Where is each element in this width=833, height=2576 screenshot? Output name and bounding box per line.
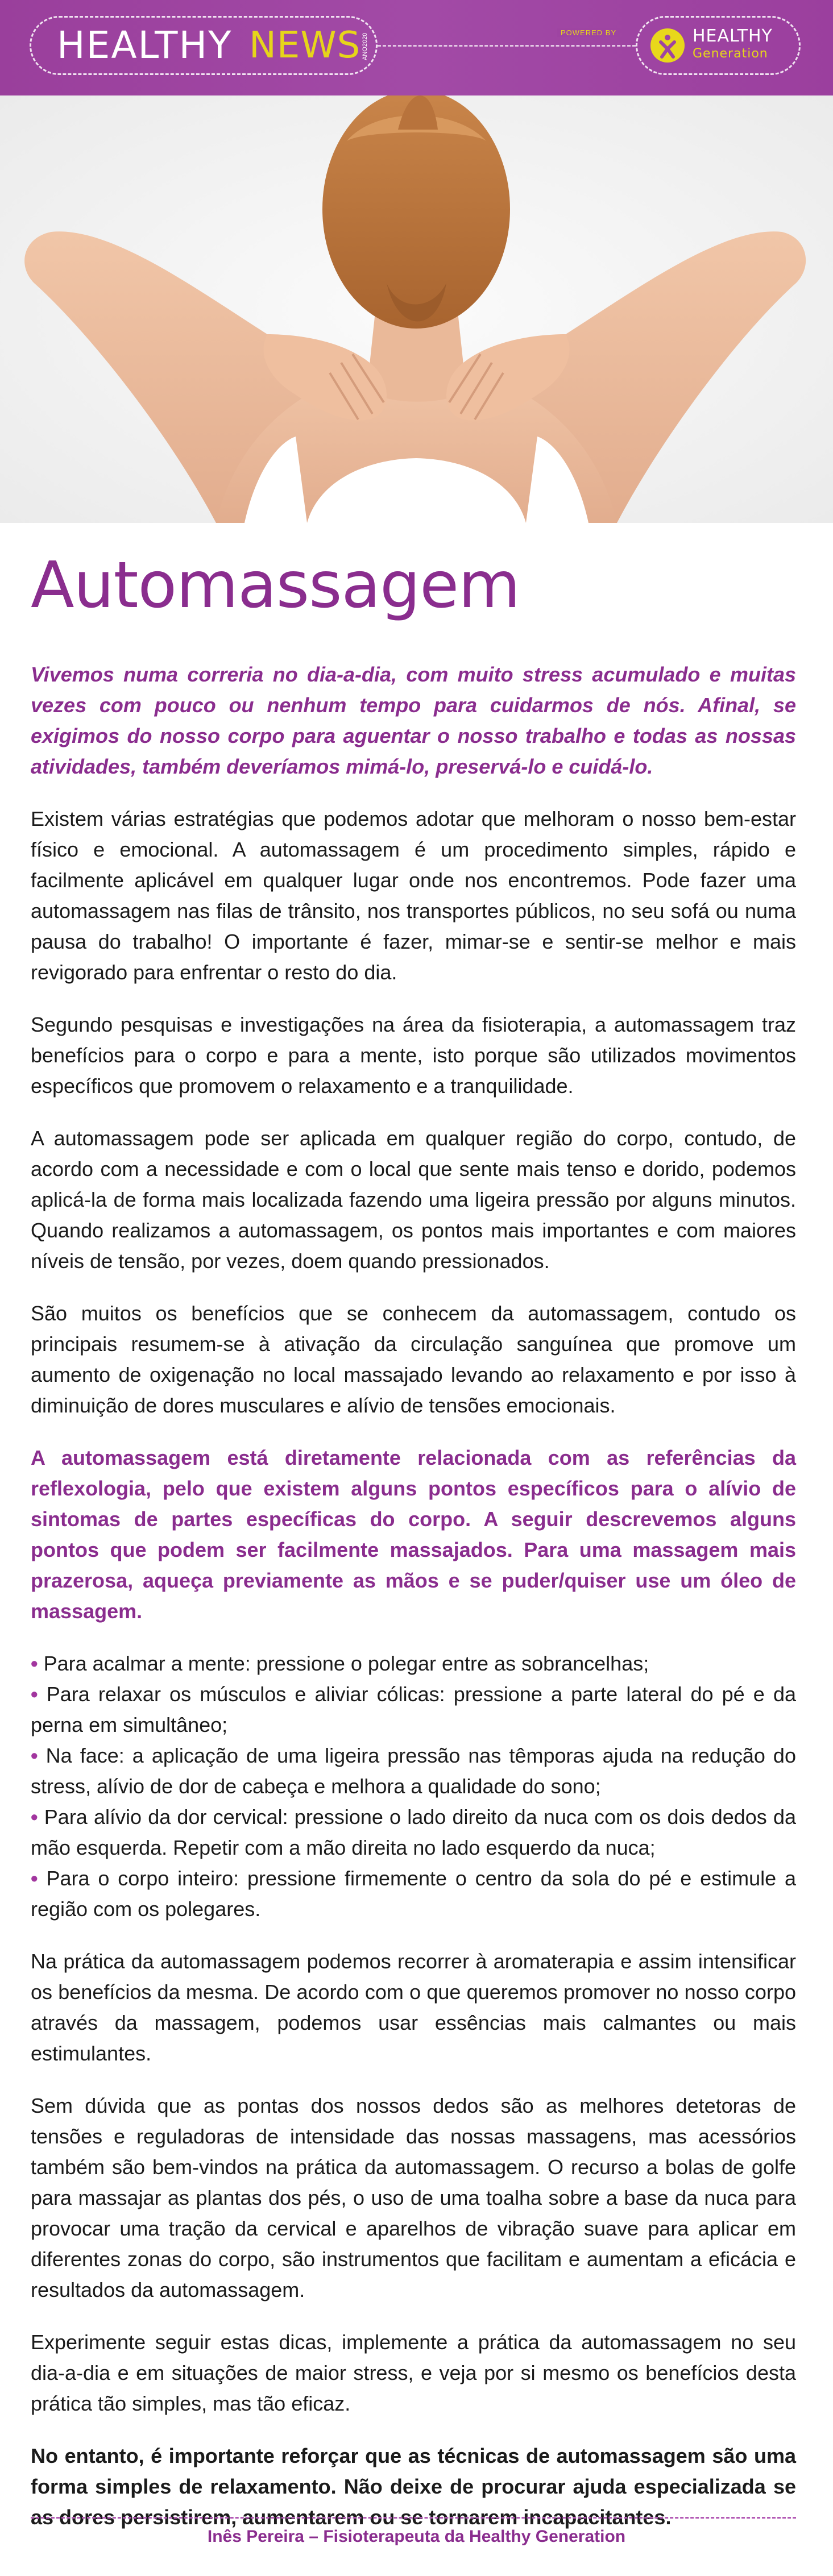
brand-healthy: HEALTHY bbox=[57, 23, 233, 67]
hero-image bbox=[0, 95, 833, 523]
list-item: • Para alívio da dor cervical: pressione o lado direito da nuca com os dois dedos da mão esquerda. Repetir com a mão direita no lado esquerdo da nuca; bbox=[31, 1805, 796, 1859]
paragraph-3: A automassagem pode ser aplicada em qualquer região do corpo, contudo, de acordo com a necessidade e com o local que sente mais tenso e dorido, podemos aplicá-la de forma mais localizada fazendo uma ligeira pressão por alguns minutos. Quando realizamos a automassagem, os pontos mais importantes e com maiores níveis de tensão, por vezes, doem quando pressionados. bbox=[31, 1127, 796, 1273]
paragraph-7: Experimente seguir estas dicas, implemente a prática da automassagem no seu dia-a-dia e em situações de maior stress, e veja por si mesmo os benefícios desta prática tão simples, mas tão eficaz. bbox=[31, 2330, 796, 2415]
footer-divider bbox=[31, 2517, 796, 2519]
tips-list bbox=[31, 1648, 796, 1925]
powered-by-label: POWERED BY bbox=[557, 28, 620, 37]
brand-year: ANO2020 bbox=[362, 32, 368, 61]
paragraph-2: Segundo pesquisas e investigações na área da fisioterapia, a automassagem traz benefícios para o corpo e para a mente, isto porque são utilizados movimentos específicos que promovem o relaxamento e a tranquilidade. bbox=[31, 1013, 796, 1098]
paragraph-1: Existem várias estratégias que podemos adotar que melhoram o nosso bem-estar físico e emocional. A automassagem é um procedimento simples, rápido e facilmente aplicável em qualquer lugar onde nos encontremos. Pode fazer uma automassagem nas filas de trânsito, nos transportes públicos, no seu sofá ou numa pausa do trabalho! O importante é fazer, mimar-se e sentir-se melhor e mais revigorado para enfrentar o resto do dia. bbox=[31, 807, 796, 984]
list-item: • Para o corpo inteiro: pressione firmemente o centro da sola do pé e estimule a região com os polegares. bbox=[31, 1867, 796, 1921]
partner-healthy: HEALTHY bbox=[693, 26, 773, 46]
reflexology-highlight: A automassagem está diretamente relacionada com as referências da reflexologia, pelo que existem alguns pontos específicos para o alívio de sintomas de partes específicas do corpo. A seguir descrevemos alguns pontos que podem ser facilmente massajados. Para uma massagem mais prazerosa, aqueça previamente as mãos e se puder/quiser use um óleo de massagem. bbox=[31, 1446, 796, 1623]
article-lead: Vivemos numa correria no dia-a-dia, com muito stress acumulado e muitas vezes com pouco ou nenhum tempo para cuidarmos de nós. Afinal, se exigimos do nosso corpo para aguentar o nosso trabalho e todas as nossas atividades, também deveríamos mimá-lo, preservá-lo e cuidá-lo. bbox=[31, 663, 796, 778]
bullet-icon: • bbox=[31, 1652, 38, 1675]
brand-news: NEWS bbox=[249, 24, 361, 67]
paragraph-6: Sem dúvida que as pontas dos nossos dedos são as melhores detetoras de tensões e reguladoras de intensidade das nossas massagens, mas acessórios também são bem-vindos na prática da automassagem. O recurso a bolas de golfe para massajar as plantas dos pés, o uso de uma toalha sobre a base da nuca para provocar uma tração da cervical e aparelhos de vibração suave para aplicar em diferentes zonas do corpo, são instrumentos que facilitam e aumentam a eficácia e resultados da automassagem. bbox=[31, 2094, 796, 2301]
paragraph-5: Na prática da automassagem podemos recorrer à aromaterapia e assim intensificar os benefícios da mesma. De acordo com o que queremos promover no nosso corpo através da massagem, podemos usar essências mais calmantes ou mais estimulantes. bbox=[31, 1950, 796, 2065]
closing-warning: No entanto, é importante reforçar que as técnicas de automassagem são uma forma simples de relaxamento. Não deixe de procurar ajuda especializada se as dores persistirem, aumentarem ou se tornarem incapacitantes. bbox=[31, 2444, 796, 2529]
header-divider bbox=[378, 45, 636, 47]
partner-generation: Generation bbox=[693, 47, 768, 61]
bullet-icon: • bbox=[31, 1682, 38, 1706]
newsletter-header bbox=[0, 0, 833, 95]
paragraph-4: São muitos os benefícios que se conhecem da automassagem, contudo os principais resumem-se à ativação da circulação sanguínea que promove um aumento de oxigenação no local massajado levando ao relaxamento e por isso à diminuição de dores musculares e alívio de tensões emocionais. bbox=[31, 1302, 796, 1417]
author-credit: Inês Pereira – Fisioterapeuta da Healthy Generation bbox=[207, 2527, 626, 2546]
woman-massaging-neck-photo bbox=[0, 95, 833, 523]
healthy-generation-logo-icon bbox=[650, 28, 685, 63]
list-item: • Para relaxar os músculos e aliviar cólicas: pressione a parte lateral do pé e da perna em simultâneo; bbox=[31, 1682, 796, 1736]
list-item: • Para acalmar a mente: pressione o polegar entre as sobrancelhas; bbox=[31, 1652, 649, 1675]
bullet-icon: • bbox=[31, 1867, 38, 1890]
article-body bbox=[31, 546, 796, 2554]
list-item: • Na face: a aplicação de uma ligeira pressão nas têmporas ajuda na redução do stress, alívio de dor de cabeça e melhora a qualidade do sono; bbox=[31, 1744, 796, 1798]
article-title: Automassagem bbox=[31, 549, 520, 622]
bullet-icon: • bbox=[31, 1744, 38, 1767]
bullet-icon: • bbox=[31, 1805, 38, 1829]
